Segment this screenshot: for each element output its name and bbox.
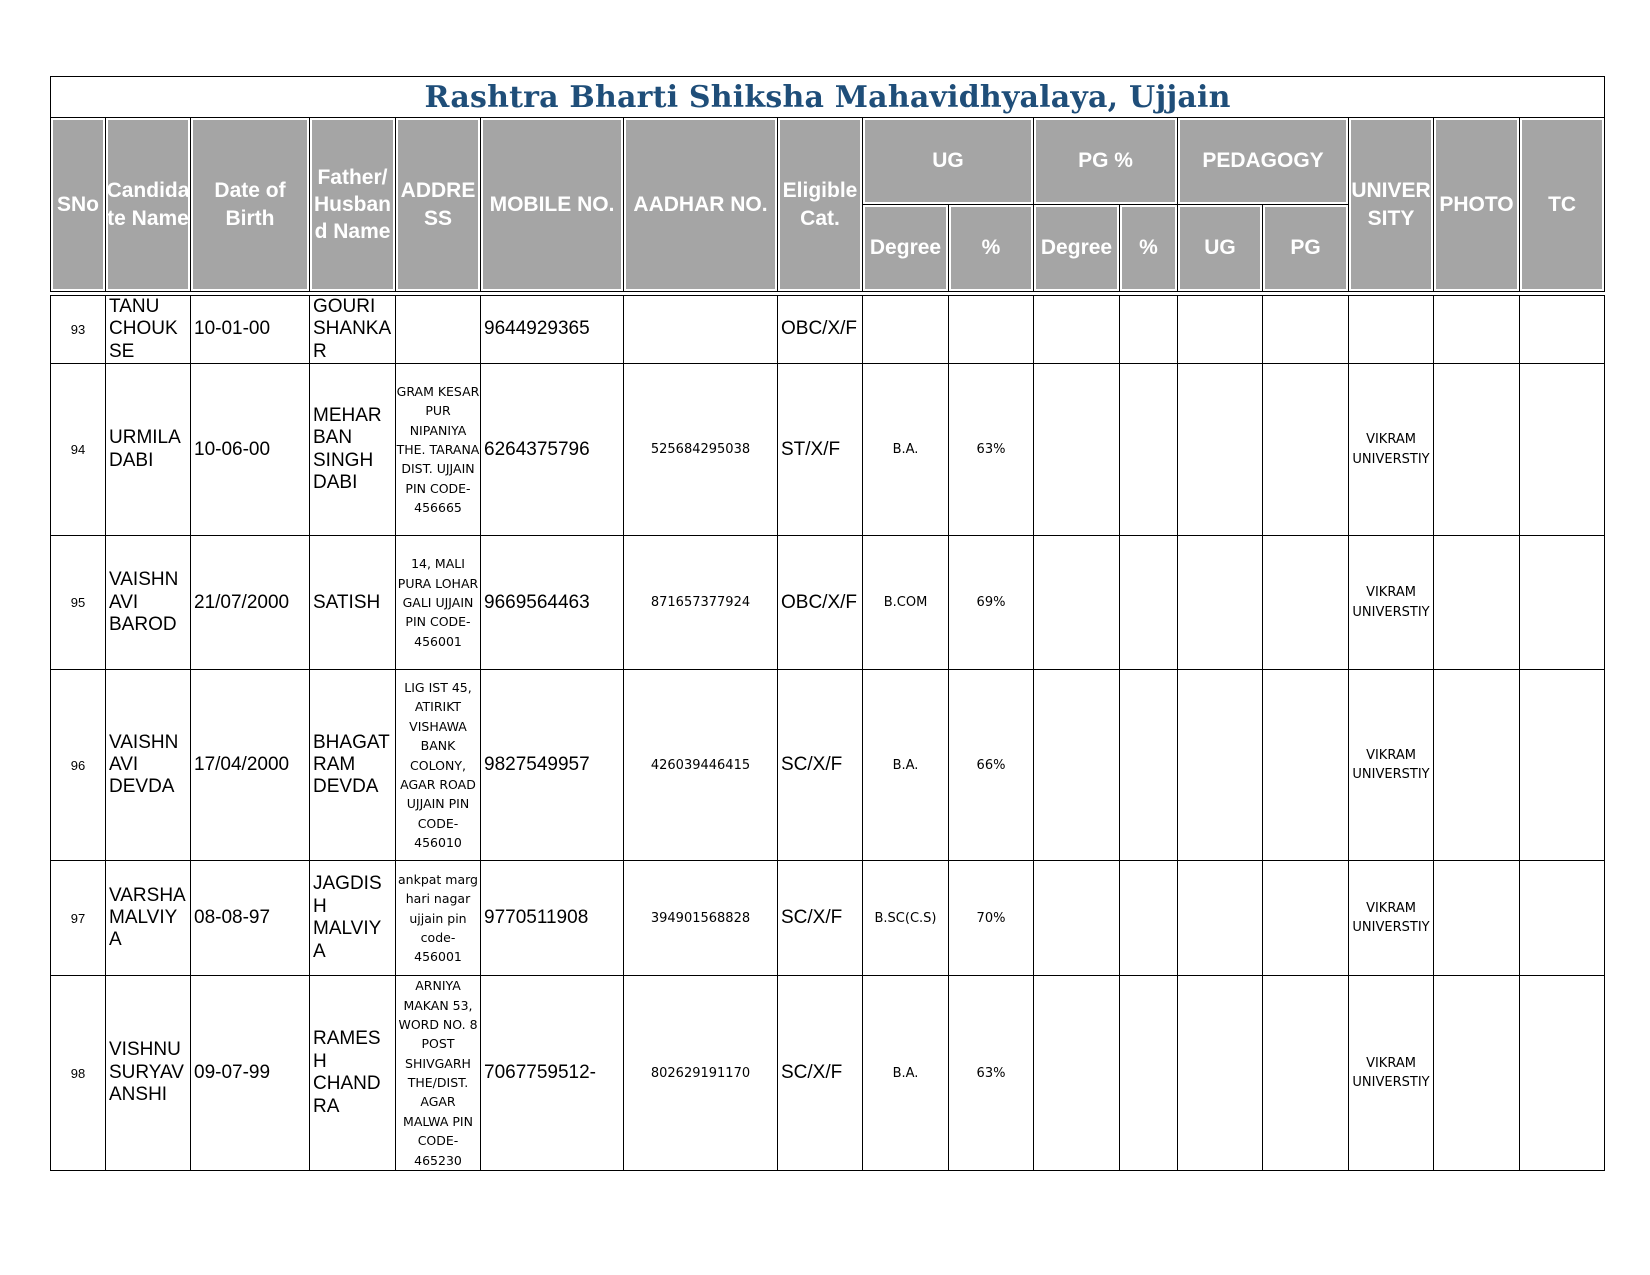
cell-address: ankpat marg hari nagar ujjain pin code- 456001 xyxy=(396,861,481,976)
cell-father-name: BHAGAT RAM DEVDA xyxy=(310,670,396,861)
cell-candidate-name: VAISHN AVI DEVDA xyxy=(106,670,191,861)
cell-university: VIKRAM UNIVERSTIY xyxy=(1349,536,1434,670)
cell-tc xyxy=(1520,670,1605,861)
cell-ug-degree: B.A. xyxy=(863,364,949,536)
cell-eligible-cat: SC/X/F xyxy=(778,861,863,976)
cell-aadhar xyxy=(624,296,778,364)
cell-ug-degree: B.A. xyxy=(863,670,949,861)
cell-pg-degree xyxy=(1034,296,1120,364)
cell-sno: 96 xyxy=(51,670,106,861)
header-aadhar: AADHAR NO. xyxy=(624,118,778,292)
cell-date-of-birth: 21/07/2000 xyxy=(191,536,310,670)
cell-mobile: 9669564463 xyxy=(481,536,624,670)
cell-pg-degree xyxy=(1034,364,1120,536)
cell-eligible-cat: OBC/X/F xyxy=(778,296,863,364)
cell-pedagogy-pg xyxy=(1263,364,1349,536)
cell-candidate-name: VAISHN AVI BAROD xyxy=(106,536,191,670)
cell-date-of-birth: 17/04/2000 xyxy=(191,670,310,861)
cell-candidate-name: VARSHA MALVIY A xyxy=(106,861,191,976)
cell-father-name: GOURI SHANKA R xyxy=(310,296,396,364)
header-date-of-birth: Date of Birth xyxy=(191,118,310,292)
cell-photo xyxy=(1434,536,1520,670)
cell-sno: 95 xyxy=(51,536,106,670)
cell-pg-percent xyxy=(1120,364,1178,536)
cell-mobile: 6264375796 xyxy=(481,364,624,536)
cell-father-name: JAGDIS H MALVIY A xyxy=(310,861,396,976)
cell-university: VIKRAM UNIVERSTIY xyxy=(1349,861,1434,976)
cell-pedagogy-ug xyxy=(1178,364,1263,536)
cell-university: VIKRAM UNIVERSTIY xyxy=(1349,364,1434,536)
page-title: Rashtra Bharti Shiksha Mahavidhyalaya, Ujjain xyxy=(51,77,1605,118)
cell-tc xyxy=(1520,536,1605,670)
header-pg-percent: % xyxy=(1120,205,1178,292)
cell-photo xyxy=(1434,670,1520,861)
cell-father-name: RAMES H CHAND RA xyxy=(310,976,396,1171)
cell-ug-percent xyxy=(949,296,1034,364)
cell-photo xyxy=(1434,976,1520,1171)
cell-sno: 93 xyxy=(51,296,106,364)
cell-ug-percent: 66% xyxy=(949,670,1034,861)
cell-university xyxy=(1349,296,1434,364)
cell-eligible-cat: OBC/X/F xyxy=(778,536,863,670)
cell-pedagogy-pg xyxy=(1263,670,1349,861)
header-university: UNIVER SITY xyxy=(1349,118,1434,292)
cell-pedagogy-pg xyxy=(1263,536,1349,670)
cell-photo xyxy=(1434,861,1520,976)
cell-tc xyxy=(1520,861,1605,976)
header-pedagogy: PEDAGOGY xyxy=(1178,118,1349,205)
cell-ug-percent: 63% xyxy=(949,976,1034,1171)
table-row xyxy=(51,861,1605,976)
cell-university: VIKRAM UNIVERSTIY xyxy=(1349,976,1434,1171)
cell-address: GRAM KESAR PUR NIPANIYA THE. TARANA DIST. UJJAIN PIN CODE- 456665 xyxy=(396,364,481,536)
cell-ug-degree: B.SC(C.S) xyxy=(863,861,949,976)
cell-ug-degree xyxy=(863,296,949,364)
cell-candidate-name: VISHNU SURYAV ANSHI xyxy=(106,976,191,1171)
cell-aadhar: 525684295038 xyxy=(624,364,778,536)
cell-pg-degree xyxy=(1034,976,1120,1171)
header-ug: UG xyxy=(863,118,1034,205)
header-tc: TC xyxy=(1520,118,1605,292)
header-mobile: MOBILE NO. xyxy=(481,118,624,292)
table-row xyxy=(51,364,1605,536)
cell-pedagogy-ug xyxy=(1178,670,1263,861)
cell-tc xyxy=(1520,976,1605,1171)
cell-pedagogy-ug xyxy=(1178,296,1263,364)
cell-eligible-cat: SC/X/F xyxy=(778,670,863,861)
cell-pg-degree xyxy=(1034,536,1120,670)
cell-ug-degree: B.COM xyxy=(863,536,949,670)
cell-address: ARNIYA MAKAN 53, WORD NO. 8 POST SHIVGARH THE/DIST. AGAR MALWA PIN CODE- 465230 xyxy=(396,976,481,1171)
cell-ug-percent: 63% xyxy=(949,364,1034,536)
header-father-name: Father/ Husban d Name xyxy=(310,118,396,292)
cell-father-name: MEHAR BAN SINGH DABI xyxy=(310,364,396,536)
cell-ug-degree: B.A. xyxy=(863,976,949,1171)
cell-mobile: 9770511908 xyxy=(481,861,624,976)
cell-sno: 98 xyxy=(51,976,106,1171)
header-pg-degree: Degree xyxy=(1034,205,1120,292)
header-pedagogy-pg: PG xyxy=(1263,205,1349,292)
header-pedagogy-ug: UG xyxy=(1178,205,1263,292)
cell-address: LIG IST 45, ATIRIKT VISHAWA BANK COLONY, AGAR ROAD UJJAIN PIN CODE- 456010 xyxy=(396,670,481,861)
cell-aadhar: 802629191170 xyxy=(624,976,778,1171)
cell-pg-percent xyxy=(1120,296,1178,364)
cell-date-of-birth: 10-06-00 xyxy=(191,364,310,536)
cell-sno: 94 xyxy=(51,364,106,536)
cell-tc xyxy=(1520,296,1605,364)
table-row xyxy=(51,670,1605,861)
cell-mobile: 9644929365 xyxy=(481,296,624,364)
header-ug-degree: Degree xyxy=(863,205,949,292)
cell-eligible-cat: SC/X/F xyxy=(778,976,863,1171)
cell-photo xyxy=(1434,296,1520,364)
admission-table xyxy=(50,76,1605,1171)
cell-pg-percent xyxy=(1120,976,1178,1171)
cell-aadhar: 871657377924 xyxy=(624,536,778,670)
cell-pedagogy-pg xyxy=(1263,861,1349,976)
cell-candidate-name: URMILA DABI xyxy=(106,364,191,536)
cell-photo xyxy=(1434,364,1520,536)
cell-date-of-birth: 10-01-00 xyxy=(191,296,310,364)
header-sno: SNo xyxy=(51,118,106,292)
cell-pg-degree xyxy=(1034,670,1120,861)
cell-date-of-birth: 08-08-97 xyxy=(191,861,310,976)
cell-mobile: 9827549957 xyxy=(481,670,624,861)
cell-date-of-birth: 09-07-99 xyxy=(191,976,310,1171)
cell-address: 14, MALI PURA LOHAR GALI UJJAIN PIN CODE- 456001 xyxy=(396,536,481,670)
cell-pg-percent xyxy=(1120,861,1178,976)
header-photo: PHOTO xyxy=(1434,118,1520,292)
cell-sno: 97 xyxy=(51,861,106,976)
cell-university: VIKRAM UNIVERSTIY xyxy=(1349,670,1434,861)
cell-pedagogy-ug xyxy=(1178,861,1263,976)
header-pg: PG % xyxy=(1034,118,1178,205)
cell-pedagogy-pg xyxy=(1263,296,1349,364)
cell-pg-percent xyxy=(1120,536,1178,670)
header-candidate-name: Candida te Name xyxy=(106,118,191,292)
cell-father-name: SATISH xyxy=(310,536,396,670)
table-row xyxy=(51,536,1605,670)
cell-ug-percent: 70% xyxy=(949,861,1034,976)
cell-pedagogy-pg xyxy=(1263,976,1349,1171)
cell-address xyxy=(396,296,481,364)
cell-candidate-name: TANU CHOUK SE xyxy=(106,296,191,364)
cell-aadhar: 426039446415 xyxy=(624,670,778,861)
header-eligible-cat: Eligible Cat. xyxy=(778,118,863,292)
cell-ug-percent: 69% xyxy=(949,536,1034,670)
table-row xyxy=(51,976,1605,1171)
cell-pg-degree xyxy=(1034,861,1120,976)
cell-mobile: 7067759512- xyxy=(481,976,624,1171)
cell-tc xyxy=(1520,364,1605,536)
cell-pedagogy-ug xyxy=(1178,536,1263,670)
table-row xyxy=(51,296,1605,364)
cell-pedagogy-ug xyxy=(1178,976,1263,1171)
cell-aadhar: 394901568828 xyxy=(624,861,778,976)
header-address: ADDRE SS xyxy=(396,118,481,292)
header-ug-percent: % xyxy=(949,205,1034,292)
cell-pg-percent xyxy=(1120,670,1178,861)
cell-eligible-cat: ST/X/F xyxy=(778,364,863,536)
